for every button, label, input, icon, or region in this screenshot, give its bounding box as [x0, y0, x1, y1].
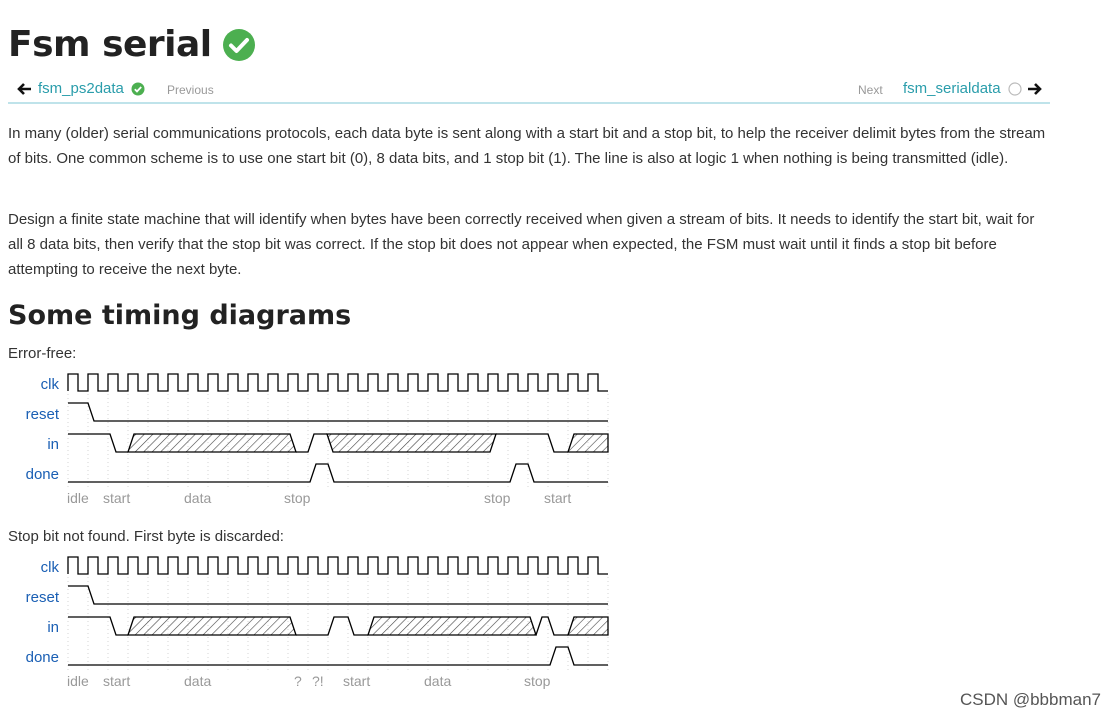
arrow-right-icon[interactable] [1027, 81, 1043, 97]
empty-circle-icon [1008, 82, 1022, 96]
design-paragraph: Design a finite state machine that will identify when bytes have been correctly received when given a stream of bits. It needs to identify the start bit, wait for all 8 data bits, then verify that the stop bit was correct. If the stop bit does not appear when expected, the FSM must wait until it finds a stop bit before attempting to receive the next byte. [8, 211, 1035, 278]
phase-label-stop: stop [524, 673, 551, 689]
signal-label-done: done [25, 466, 59, 483]
signal-label-in: in [47, 619, 59, 636]
phase-label-idle: idle [67, 490, 89, 506]
phase-label-start: start [544, 490, 572, 506]
next-problem-link[interactable]: fsm_serialdata [903, 80, 1001, 97]
in-data-bits-2 [368, 617, 536, 635]
phase-label-idle: idle [67, 673, 89, 689]
in-waveform-start [68, 617, 128, 635]
in-waveform-start [68, 434, 128, 452]
next-caption: Next [858, 83, 883, 97]
page-title [8, 24, 256, 65]
phase-label-question: ? [294, 673, 302, 689]
page-title-text: Fsm serial [8, 24, 212, 65]
phase-label-stop: stop [284, 490, 311, 506]
in-waveform-stop [296, 434, 327, 452]
phase-label-data: data [424, 673, 452, 689]
done-waveform [68, 647, 608, 665]
prev-problem-link[interactable]: fsm_ps2data [38, 80, 124, 97]
phase-label-stop: stop [484, 490, 511, 506]
problem-navigation [8, 78, 1050, 104]
phase-label-data: data [184, 490, 212, 506]
timing-diagram-stop-bit-not-found [0, 549, 620, 689]
in-waveform-missing-stop [296, 617, 368, 635]
signal-label-done: done [25, 649, 59, 666]
diagram-caption-stop-bit-not-found: Stop bit not found. First byte is discarded: [8, 528, 284, 545]
signal-label-clk: clk [40, 559, 59, 576]
check-circle-icon [222, 28, 256, 62]
signal-label-reset: reset [25, 589, 59, 606]
phase-label-start: start [343, 673, 371, 689]
in-data-bits-3 [568, 617, 608, 635]
check-circle-icon [131, 82, 145, 96]
clk-waveform [68, 374, 608, 391]
arrow-left-icon[interactable] [16, 81, 32, 97]
reset-waveform [68, 586, 608, 604]
intro-paragraph: In many (older) serial communications protocols, each data byte is sent along with a start bit and a stop bit, to help the receiver delimit bytes from the stream of bits. One common scheme is to use one start bit (0), 8 data bits, and 1 stop bit (1). The line is also at logic 1 when nothing is being transmitted (idle). [8, 125, 1046, 167]
in-data-bits-2 [327, 434, 496, 452]
signal-label-in: in [47, 436, 59, 453]
timing-diagram-error-free [0, 366, 620, 506]
phase-label-start: start [103, 490, 131, 506]
phase-label-data: data [184, 673, 212, 689]
clk-waveform [68, 557, 608, 574]
in-waveform-stop-start [536, 617, 568, 635]
in-data-bits-1 [128, 617, 296, 635]
previous-caption: Previous [167, 83, 214, 97]
in-waveform-stop-start [496, 434, 568, 452]
in-data-bits-3 [568, 434, 608, 452]
watermark: CSDN @bbbman7 [959, 690, 1101, 709]
signal-label-clk: clk [40, 376, 59, 393]
diagram-caption-error-free: Error-free: [8, 345, 77, 362]
phase-label-start: start [103, 673, 131, 689]
done-waveform [68, 464, 608, 482]
section-heading: Some timing diagrams [8, 300, 352, 331]
phase-label-question-exclaim: ?! [312, 673, 324, 689]
signal-label-reset: reset [25, 406, 59, 423]
reset-waveform [68, 403, 608, 421]
in-data-bits-1 [128, 434, 296, 452]
